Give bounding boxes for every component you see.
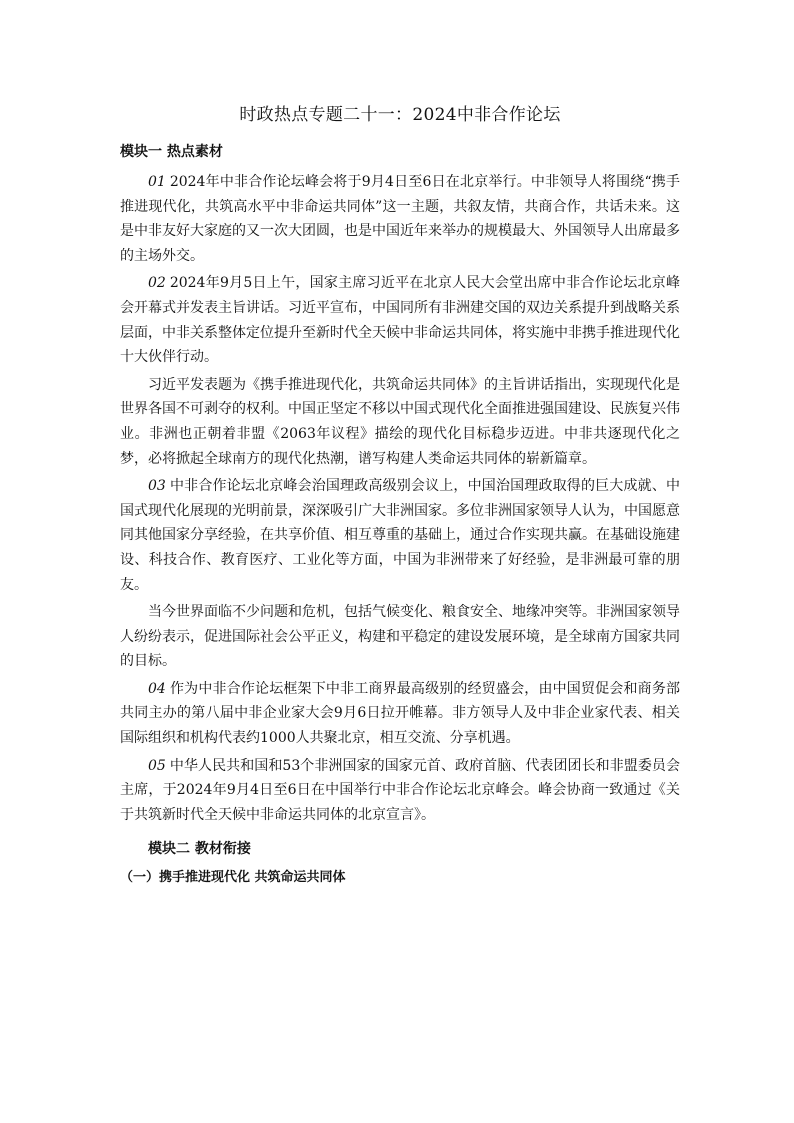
- paragraph-text: 2024年中非合作论坛峰会将于9月4日至6日在北京举行。中非领导人将围绕“携手推进现代化，共筑高水平中非命运共同体”这一主题，共叙友情，共商合作，共话未来。这是中非友好大家庭的又一次大团圆，也是中国近年来举办的规模最大、外国领导人出席最多的主场外交。: [120, 174, 680, 264]
- paragraph-number: 05: [148, 757, 166, 774]
- paragraph: [120, 373, 680, 471]
- module-two-heading: 模块二 教材衔接: [148, 841, 251, 858]
- paragraph-number: 02: [148, 275, 166, 292]
- paragraph-text: 习近平发表题为《携手推进现代化，共筑命运共同体》的主旨讲话指出，实现现代化是世界各国不可剥夺的权利。中国正坚定不移以中国式现代化全面推进强国建设、民族复兴伟业。非洲也正朝着非盟《2063年议程》描绘的现代化目标稳步迈进。中非共逐现代化之梦，必将掀起全球南方的现代化热潮，谱写构建人类命运共同体的崭新篇章。: [120, 376, 680, 467]
- paragraph-text: 中非合作论坛北京峰会治国理政高级别会议上，中国治国理政取得的巨大成就、中国式现代化展现的光明前景，深深吸引广大非洲国家。多位非洲国家领导人认为，中国愿意同其他国家分享经验，在共享价值、相互尊重的基础上，通过合作实现共赢。在基础设施建设、科技合作、教育医疗、工业化等方面，中国为非洲带来了好经验，是非洲最可靠的朋友。: [120, 478, 680, 593]
- paragraph: [120, 170, 680, 268]
- paragraph-text: 当今世界面临不少问题和危机，包括气候变化、粮食安全、地缘冲突等。非洲国家领导人纷纷表示，促进国际社会公平正义，构建和平稳定的建设发展环境，是全球南方国家共同的目标。: [120, 604, 680, 670]
- paragraph-text: 作为中非合作论坛框架下中非工商界最高级别的经贸盛会，由中国贸促会和商务部共同主办的第八届中非企业家大会9月6日拉开帷幕。非方领导人及中非企业家代表、相关国际组织和机构代表约1000人共聚北京，相互交流、分享机遇。: [120, 680, 680, 747]
- paragraph-number: 03: [148, 478, 166, 495]
- paragraph: [120, 271, 680, 369]
- paragraph-number: 01: [148, 174, 166, 190]
- subsection-heading: （一）携手推进现代化 共筑命运共同体: [120, 870, 346, 886]
- paragraph-text: 中华人民共和国和53个非洲国家的国家元首、政府首脑、代表团团长和非盟委员会主席，于2024年9月4日至6日在中国举行中非合作论坛北京峰会。峰会协商一致通过《关于共筑新时代全天候中非命运共同体的北京宣言》。: [120, 757, 680, 823]
- paragraph: [120, 474, 680, 597]
- paragraph: [120, 754, 680, 828]
- paragraph: [120, 600, 680, 674]
- document-title: 时政热点专题二十一：2024中非合作论坛: [239, 105, 561, 125]
- paragraph: [120, 677, 680, 751]
- paragraph-text: 2024年9月5日上午，国家主席习近平在北京人民大会堂出席中非合作论坛北京峰会开幕式并发表主旨讲话。习近平宣布，中国同所有非洲建交国的双边关系提升到战略关系层面，中非关系整体定位提升至新时代全天候中非命运共同体，将实施中非携手推进现代化十大伙伴行动。: [120, 275, 680, 366]
- document-body: [120, 102, 680, 889]
- module-one-heading: 模块一 热点素材: [120, 144, 223, 160]
- paragraph-number: 04: [148, 680, 166, 697]
